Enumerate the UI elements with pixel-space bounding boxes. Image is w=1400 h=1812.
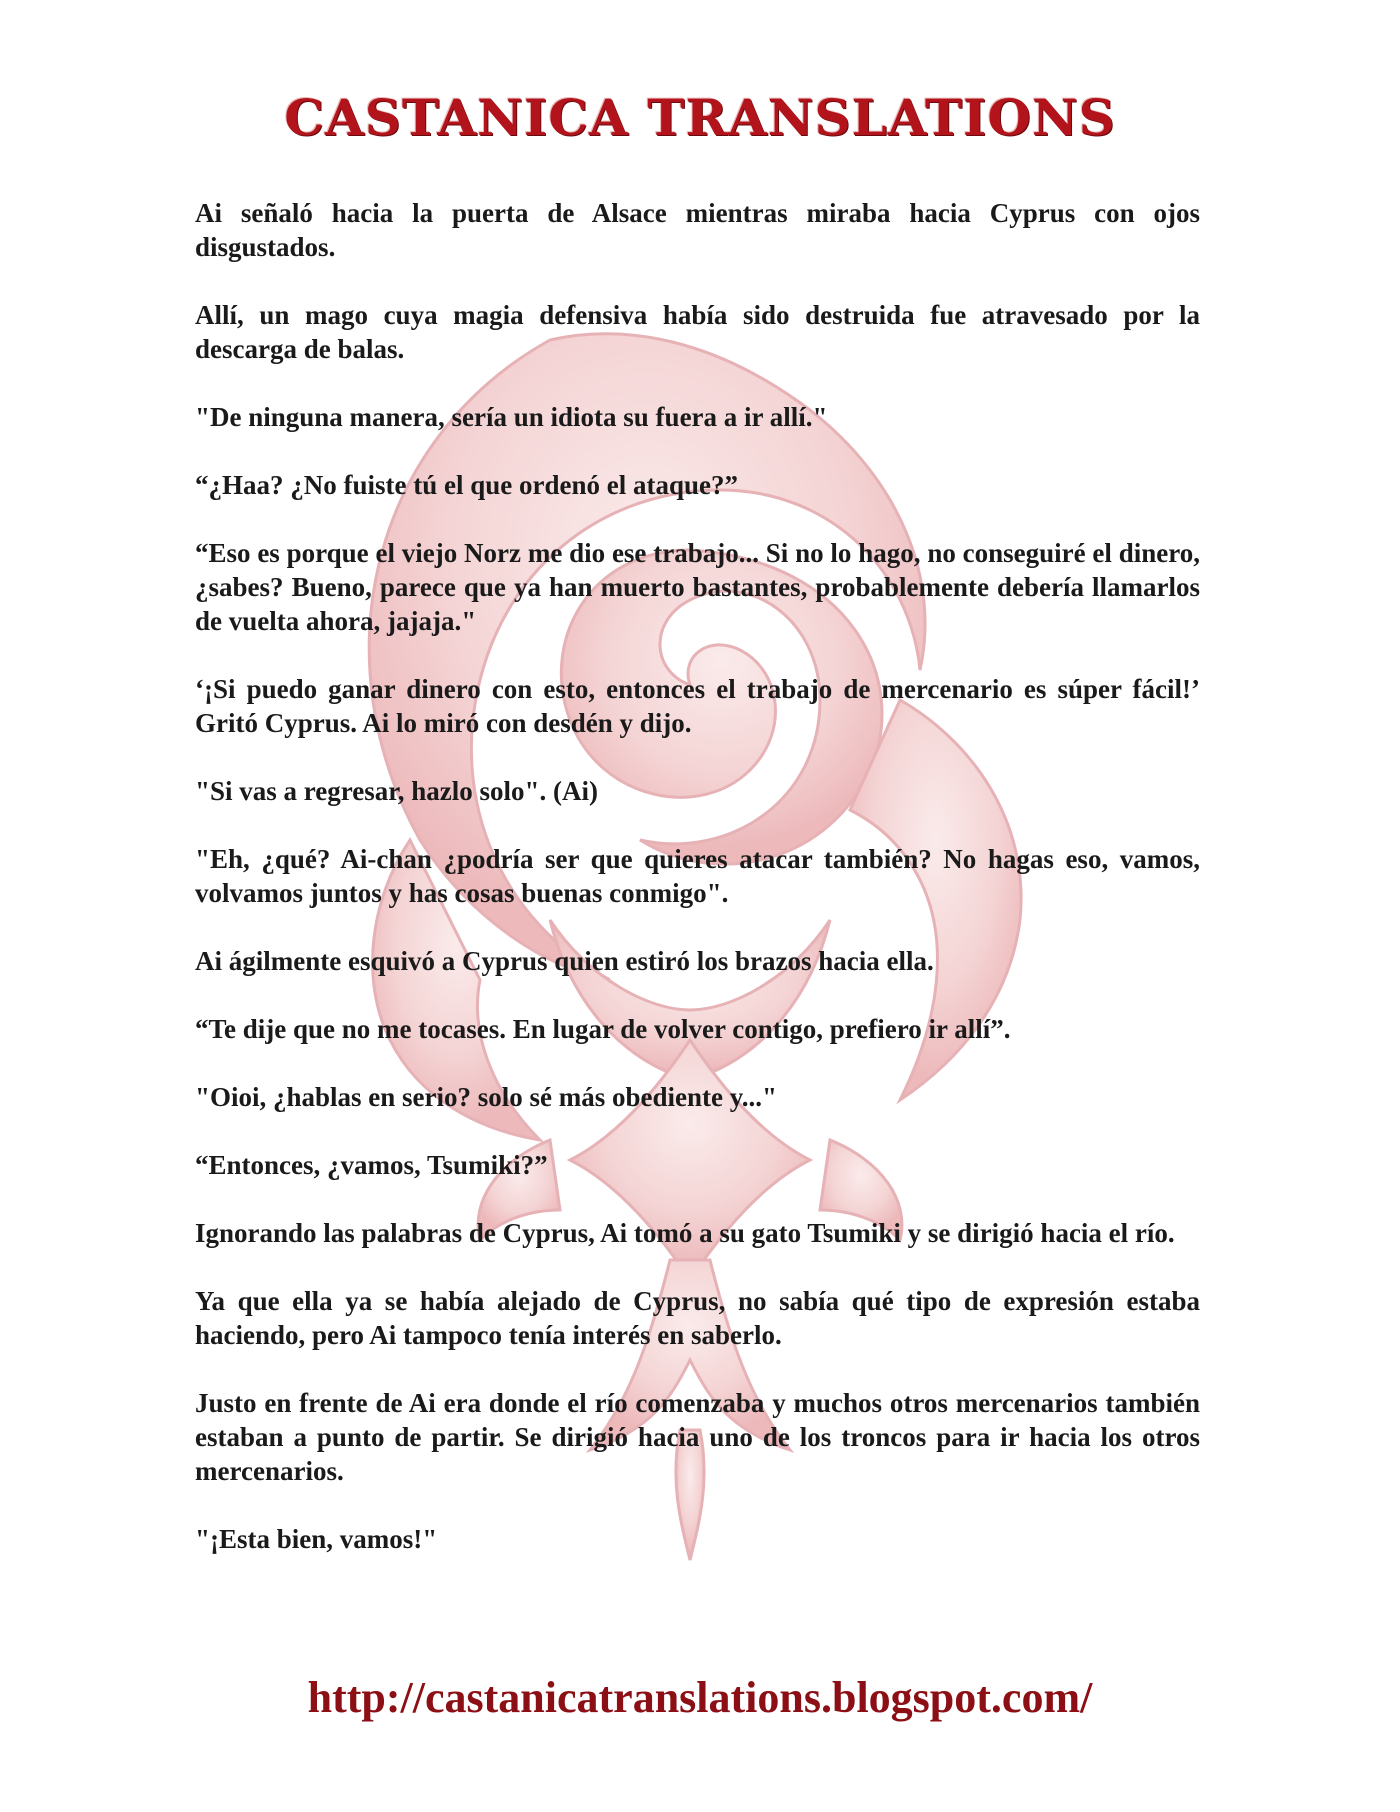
- document-body: [195, 196, 1200, 1590]
- site-title: CASTANICA TRANSLATIONS: [284, 88, 1116, 147]
- paragraph: “Entonces, ¿vamos, Tsumiki?”: [195, 1150, 548, 1180]
- paragraph: Ai señaló hacia la puerta de Alsace mientras miraba hacia Cyprus con ojos disgustados.: [195, 198, 1200, 262]
- paragraph: “Te dije que no me tocases. En lugar de volver contigo, prefiero ir allí”.: [195, 1014, 1011, 1044]
- paragraph: Ya que ella ya se había alejado de Cyprus, no sabía qué tipo de expresión estaba haciendo, pero Ai tampoco tenía interés en saberlo.: [195, 1286, 1200, 1350]
- paragraph: “¿Haa? ¿No fuiste tú el que ordenó el ataque?”: [195, 470, 738, 500]
- paragraph: "De ninguna manera, sería un idiota su fuera a ir allí.": [195, 402, 828, 432]
- paragraph: Justo en frente de Ai era donde el río comenzaba y muchos otros mercenarios también estaban a punto de partir. Se dirigió hacia uno de los troncos para ir hacia los otros mercenarios.: [195, 1388, 1200, 1486]
- paragraph: ‘¡Si puedo ganar dinero con esto, entonces el trabajo de mercenario es súper fácil!’ Gritó Cyprus. Ai lo miró con desdén y dijo.: [195, 674, 1200, 738]
- paragraph: Allí, un mago cuya magia defensiva había sido destruida fue atravesado por la descarga de balas.: [195, 300, 1200, 364]
- paragraph: "Oioi, ¿hablas en serio? solo sé más obediente y...": [195, 1082, 778, 1112]
- paragraph: "Si vas a regresar, hazlo solo". (Ai): [195, 776, 598, 806]
- paragraph: “Eso es porque el viejo Norz me dio ese trabajo... Si no lo hago, no conseguiré el dinero, ¿sabes? Bueno, parece que ya han muerto bastantes, probablemente debería llamarlos de vuelta ahora, jajaja.": [195, 538, 1200, 636]
- paragraph: Ignorando las palabras de Cyprus, Ai tomó a su gato Tsumiki y se dirigió hacia el río.: [195, 1218, 1175, 1248]
- blog-url-link[interactable]: http://castanicatranslations.blogspot.com/: [307, 1673, 1093, 1722]
- paragraph: "¡Esta bien, vamos!": [195, 1524, 438, 1554]
- paragraph: Ai ágilmente esquivó a Cyprus quien estiró los brazos hacia ella.: [195, 946, 934, 976]
- paragraph: "Eh, ¿qué? Ai-chan ¿podría ser que quieres atacar también? No hagas eso, vamos, volvamos juntos y has cosas buenas conmigo".: [195, 844, 1200, 908]
